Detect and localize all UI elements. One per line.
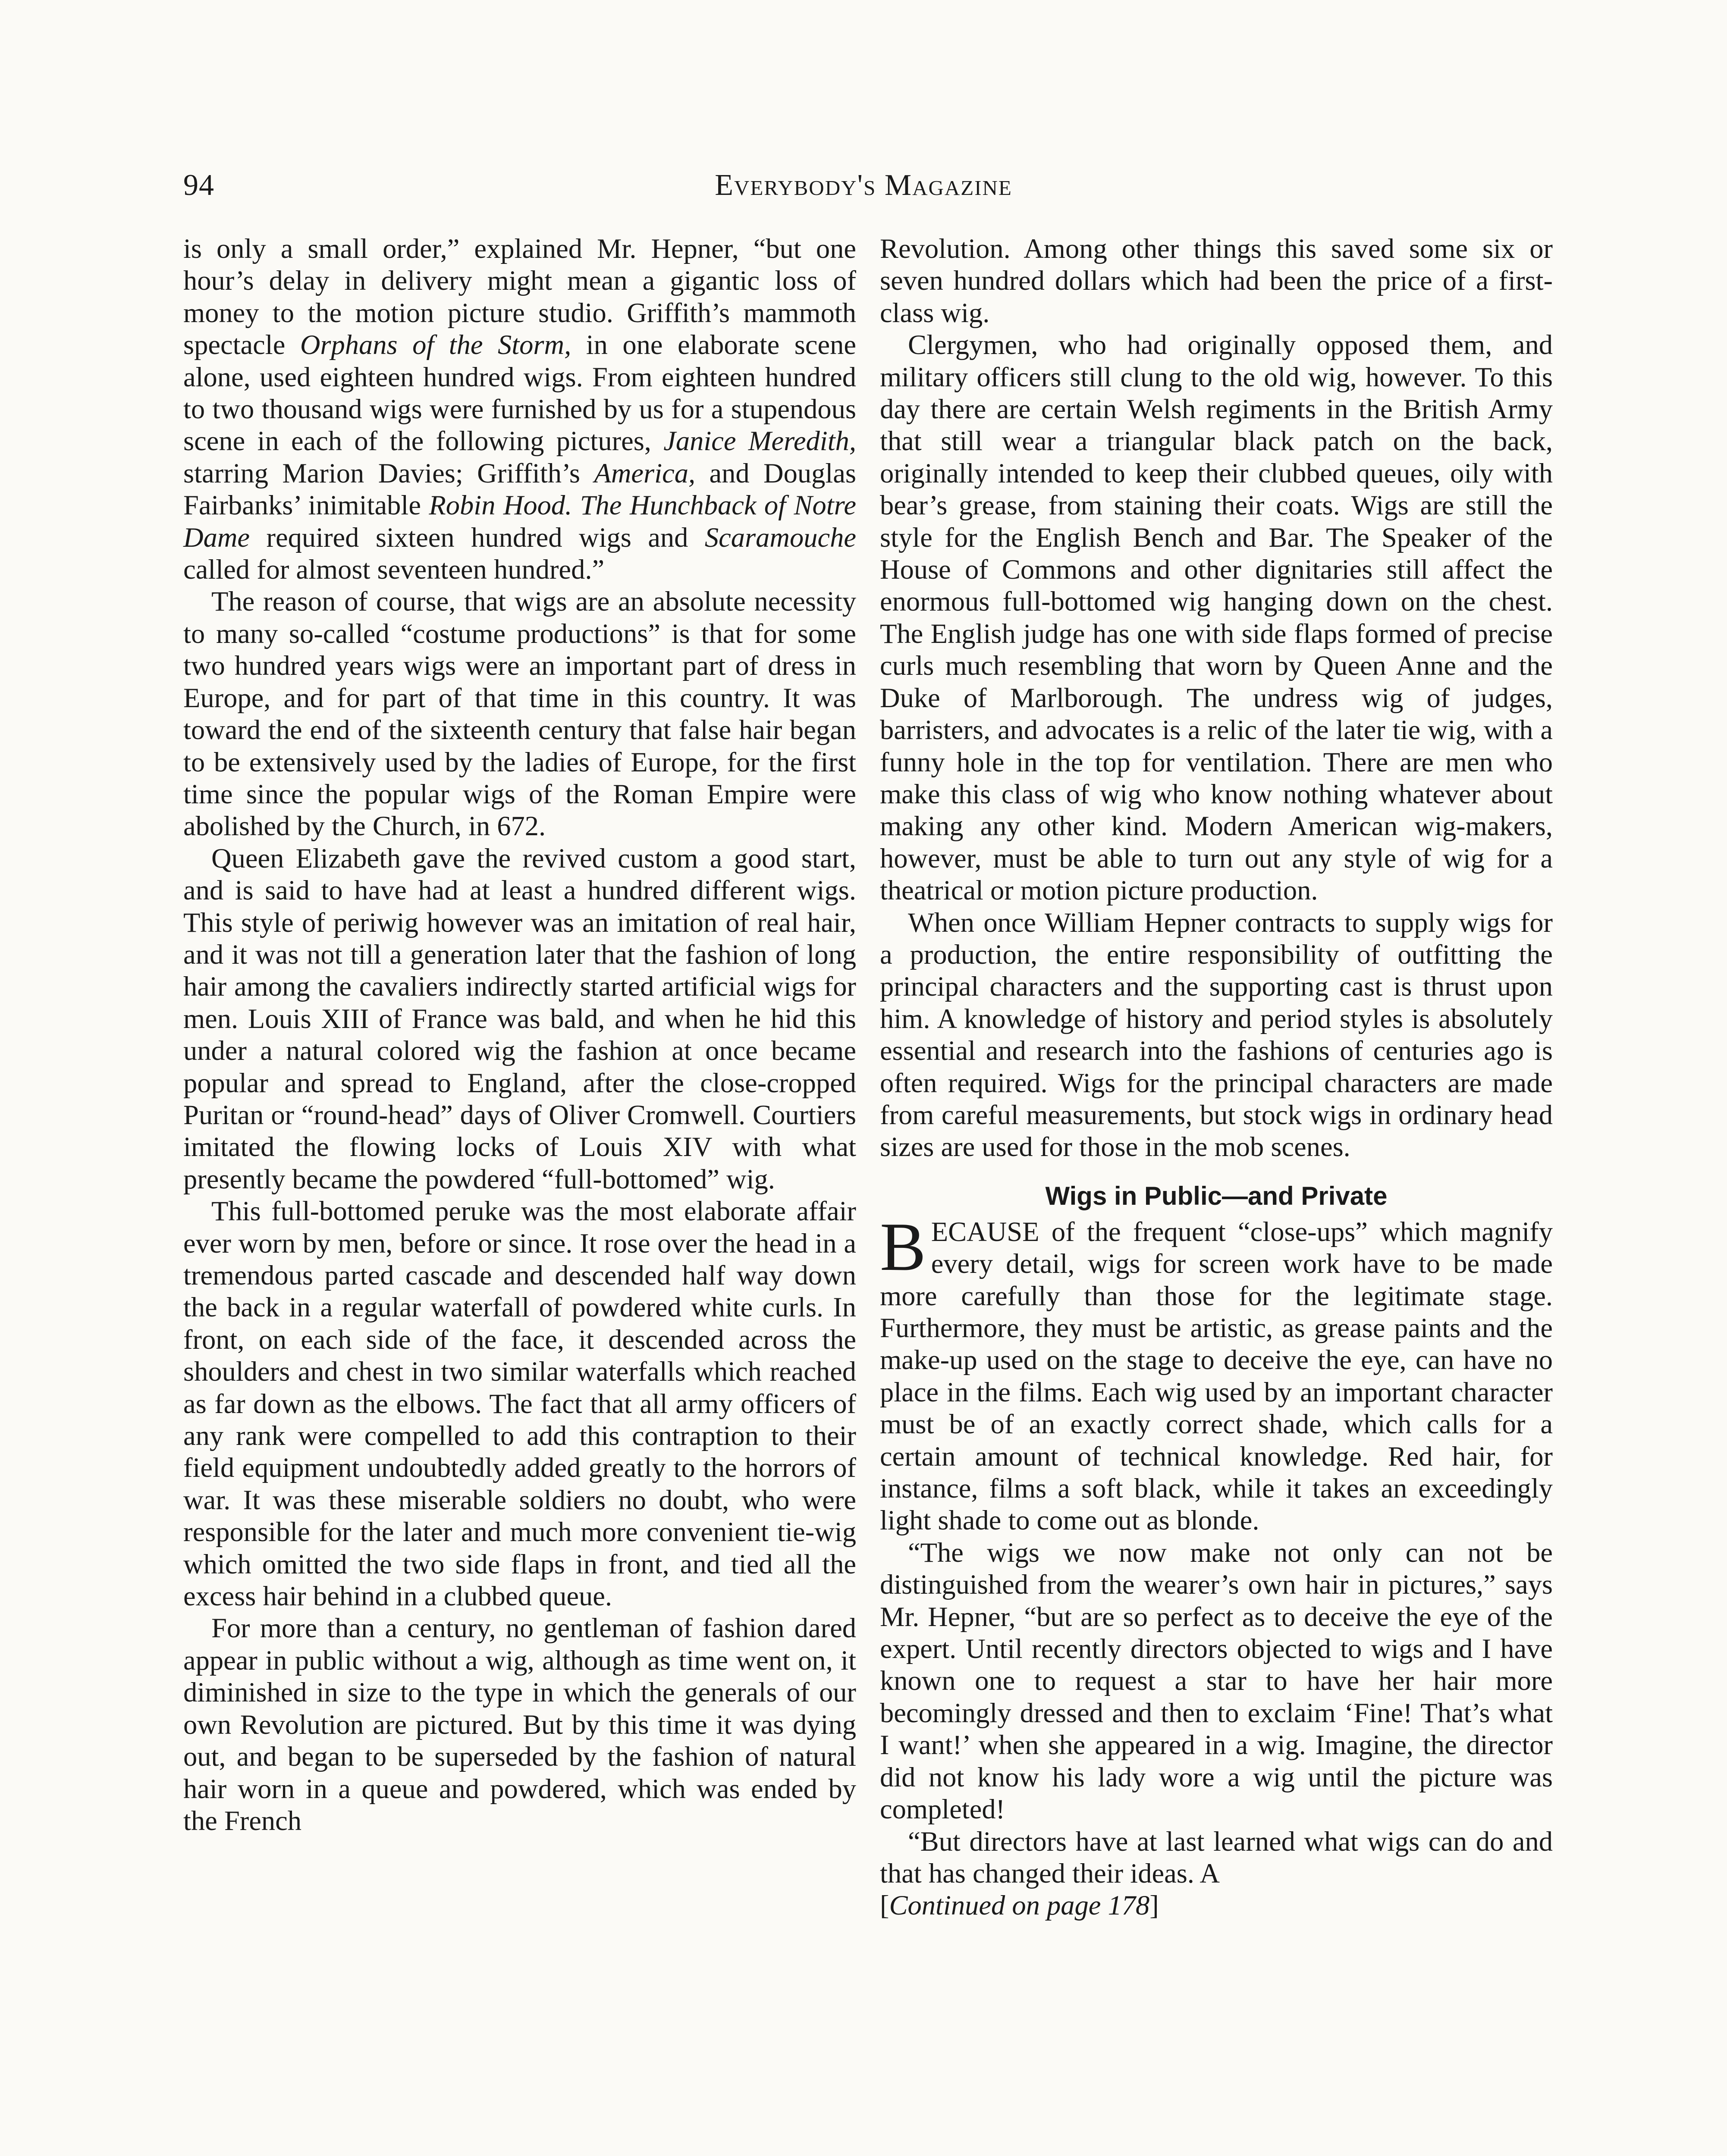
paragraph: This full-bottomed peruke was the most elaborate affair ever worn by men, before or since. It rose over the head in a tremendous parted cascade and descended half way down the back in a regular waterfall of powdered white curls. In front, on each side of the face, it descended across the shoulders and chest in two similar waterfalls which reached as far down as the elbows. The fact that all army officers of any rank were compelled to add this contraption to their field equipment undoubtedly added greatly to the horrors of war. It was these miserable soldiers no doubt, who were responsible for the later and much more convenient tie-wig which omitted the two side flaps in front, and tied all the excess hair behind in a clubbed queue.: [183, 1196, 856, 1612]
paragraph: Queen Elizabeth gave the revived custom a good start, and is said to have had at least a hundred different wigs. This style of periwig however was an imitation of real hair, and it was not till a generation later that the fashion of long hair among the cavaliers indirectly started artificial wigs for men. Louis XIII of France was bald, and when he hid this under a natural colored wig the fashion at once became popular and spread to England, after the close-cropped Puritan or “round-head” days of Oliver Cromwell. Courtiers imitated the flowing locks of Louis XIV with what presently became the powdered “full-bottomed” wig.: [183, 843, 856, 1194]
paragraph-with-drop-cap: BECAUSE of the frequent “close-ups” which magnify every detail, wigs for screen work have to be made more carefully than those for the legitimate stage. Furthermore, they must be artistic, as grease paints and the make-up used on the stage to deceive the eye, can have no place in the films. Each wig used by an important character must be of an exactly correct shade, which calls for a certain amount of technical knowledge. Red hair, for instance, films a soft black, while it takes an exceedingly light shade to come out as blonde.: [880, 1208, 1553, 1536]
page-number: 94: [183, 169, 214, 202]
continued-note: [Continued on page 178]: [880, 1890, 1159, 1921]
paragraph: Revolution. Among other things this saved some six or seven hundred dollars which had been the price of a first-class wig.: [880, 233, 1553, 328]
paragraph: “The wigs we now make not only can not be distinguished from the wearer’s own hair in pictures,” says Mr. Hepner, “but are so perfect as to deceive the eye of the expert. Until recently directors objected to wigs and I have known one to request a star to have her hair more becomingly dressed and then to exclaim ‘Fine! That’s what I want!’ when she appeared in a wig. Imagine, the director did not know his lady wore a wig until the picture was completed!: [880, 1537, 1553, 1825]
paragraph: is only a small order,” explained Mr. Hepner, “but one hour’s delay in delivery might mean a gigantic loss of money to the motion picture studio. Griffith’s mammoth spectacle Orphans of the Storm, in one elaborate scene alone, used eighteen hundred wigs. From eighteen hundred to two thousand wigs were furnished by us for a stupendous scene in each of the following pictures, Janice Meredith, starring Marion Davies; Griffith’s America, and Douglas Fairbanks’ inimitable Robin Hood. The Hunchback of Notre Dame required sixteen hundred wigs and Scaramouche called for almost seventeen hundred.”: [183, 233, 857, 585]
paragraph: When once William Hepner contracts to supply wigs for a production, the entire responsibility of outfitting the principal characters and the supporting cast is thrust upon him. A knowledge of history and period styles is absolutely essential and research into the fashions of centuries ago is often required. Wigs for the principal characters are made from careful measurements, but stock wigs in ordinary head sizes are used for those in the mob scenes.: [880, 907, 1553, 1163]
left-column: [183, 233, 856, 1837]
paragraph: For more than a century, no gentleman of fashion dared appear in public without a wig, although as time went on, it diminished in size to the type in which the generals of our own Revolution are pictured. But by this time it was dying out, and began to be superseded by the fashion of natural hair worn in a queue and powdered, which was ended by the French: [183, 1613, 856, 1836]
paragraph: “But directors have at last learned what wigs can do and that has changed their ideas. A: [880, 1826, 1553, 1889]
section-heading: Wigs in Public—and Private: [1045, 1181, 1388, 1210]
drop-cap: B: [880, 1208, 926, 1285]
running-head: Everybody's Magazine: [715, 169, 1012, 202]
paragraph: The reason of course, that wigs are an absolute necessity to many so-called “costume productions” is that for some two hundred years wigs were an important part of dress in Europe, and for part of that time in this country. It was toward the end of the sixteenth century that false hair began to be extensively used by the ladies of Europe, for the first time since the popular wigs of the Roman Empire were abolished by the Church, in 672.: [183, 586, 856, 842]
paragraph: Clergymen, who had originally opposed them, and military officers still clung to the old wig, however. To this day there are certain Welsh regiments in the British Army that still wear a triangular black patch on the back, originally intended to keep their clubbed queues, oily with bear’s grease, from staining their coats. Wigs are still the style for the English Bench and Bar. The Speaker of the House of Commons and other dignitaries still affect the enormous full-bottomed wig hanging down on the chest. The English judge has one with side flaps formed of precise curls much resembling that worn by Queen Anne and the Duke of Marlborough. The undress wig of judges, barristers, and advocates is a relic of the later tie wig, with a funny hole in the top for ventilation. There are men who make this class of wig who know nothing whatever about making any other kind. Modern American wig-makers, however, must be able to turn out any style of wig for a theatrical or motion picture production.: [880, 329, 1553, 906]
page-header: [0, 168, 1727, 220]
right-column: [880, 233, 1553, 1922]
